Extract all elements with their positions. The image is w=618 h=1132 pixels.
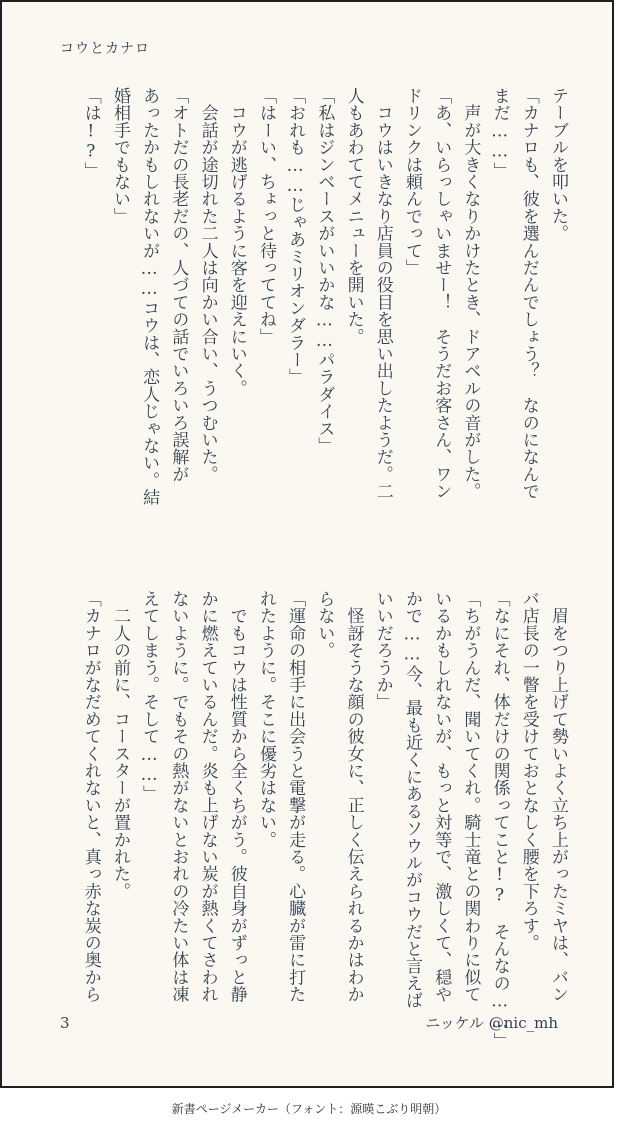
top-text-line: 「私はジンベースがいいかな……パラダイス」 — [314, 87, 335, 455]
bottom-text-line: ないように。でもその熱がないとおれの冷たい体は凍 — [168, 590, 189, 1003]
top-text-line: 婚相手でもない」 — [109, 87, 130, 225]
bottom-text-line: 二人の前に、コースターが置かれた。 — [109, 590, 130, 900]
generator-caption: 新書ページメーカー（フォント：源暎こぶり明朝） — [171, 1102, 447, 1116]
bottom-text-line: 「運命の相手に出会うと電撃が走る。心臓が雷に打た — [285, 590, 306, 1003]
bottom-text-line: でもコウは性質から全くちがう。彼自身がずっと静 — [226, 590, 247, 1003]
top-text-line: 会話が途切れた二人は向かい合い、うつむいた。 — [197, 87, 218, 483]
bottom-text-line: かで……今、最も近くにあるソウルがコウだと言えば — [401, 590, 422, 1009]
bottom-text-line: 「カナロがなだめてくれないと、真っ赤な炭の奥から — [80, 590, 101, 1003]
top-text-line: 「は!?」 — [80, 87, 101, 179]
bottom-text-line: らない。 — [314, 590, 335, 659]
bottom-text-line: えてしまう。そして……」 — [139, 590, 160, 803]
text-block-top — [76, 87, 572, 557]
top-text-line: 人もあわててメニューを開いた。 — [343, 87, 364, 345]
top-text-line: 「オトだの長老だの、人づての話でいろいろ誤解が — [168, 87, 189, 483]
top-text-line: あったかもしれないが……コウは、恋人じゃない。結 — [139, 87, 160, 506]
bottom-text-line: 怪訝そうな顔の彼女に、正しく伝えられるかはわか — [343, 590, 364, 1003]
top-text-line: 「カナロも、彼を選んだんでしょう？ なのになんで — [518, 87, 539, 500]
page-number: 3 — [60, 1014, 70, 1032]
bottom-text-line: 「ちがうんだ、聞いてくれ。騎士竜との関わりに似て — [460, 590, 481, 1003]
bottom-text-line: 「なにそれ、体だけの関係ってこと!? そんなの……」 — [489, 590, 510, 1050]
top-text-line: 「はーい、ちょっと待っててね」 — [255, 87, 276, 345]
top-text-line: ドリンクは頼んでって」 — [401, 87, 422, 277]
author-handle: ニッケル @nic_mh — [425, 1014, 558, 1032]
top-text-line: コウはいきなり店員の役目を思い出したようだ。二 — [372, 87, 393, 500]
top-text-line: 「あ、いらっしゃいませー！ そうだお客さん、ワン — [431, 87, 452, 500]
bottom-text-line: れたように。そこに優劣はない。 — [255, 590, 276, 848]
bottom-text-line: いいだろうか」 — [372, 590, 393, 711]
top-text-line: 「おれも……じゃあミリオンダラー」 — [285, 87, 306, 386]
top-text-line: 声が大きくなりかけたとき、ドアベルの音がした。 — [460, 87, 481, 500]
bottom-text-line: バ店長の一瞥を受けておとなしく腰を下ろす。 — [518, 590, 539, 952]
top-text-line: テーブルを叩いた。 — [548, 87, 568, 242]
bottom-text-line: かに燃えているんだ。炎も上げない炭が熱くてさわれ — [197, 590, 218, 1003]
bottom-text-line: いるかもしれないが、もっと対等で、激しくて、穏や — [431, 590, 452, 1003]
top-text-line: まだ……」 — [489, 87, 510, 179]
page-header-title: コウとカナロ — [60, 41, 150, 57]
top-text-line: コウが逃げるように客を迎えにいく。 — [226, 87, 247, 397]
bottom-text-line: 眉をつり上げて勢いよく立ち上がったミヤは、バン — [548, 590, 568, 1003]
